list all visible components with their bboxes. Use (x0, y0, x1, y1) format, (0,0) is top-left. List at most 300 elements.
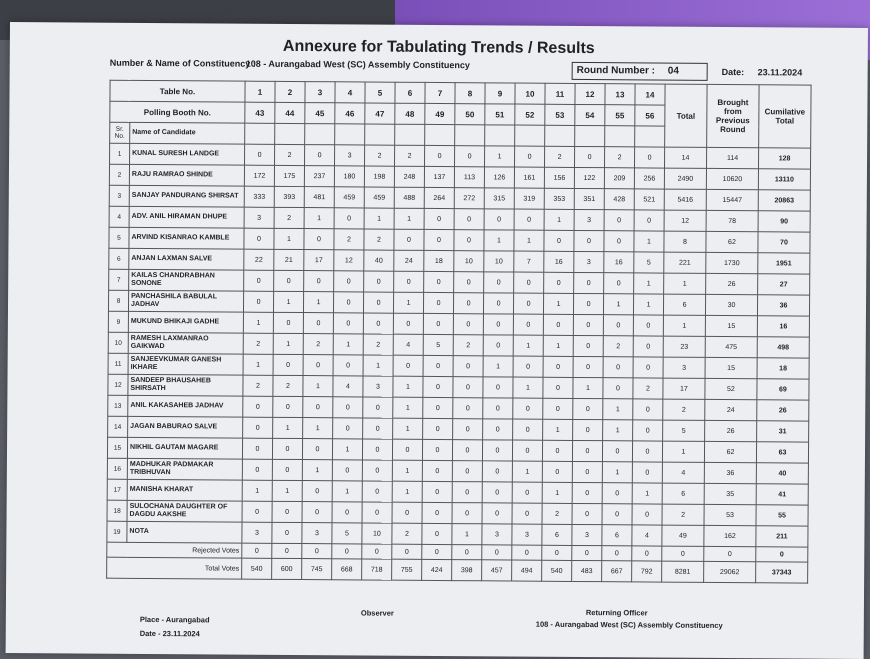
vote-cell: 0 (483, 293, 513, 314)
vote-cell: 0 (572, 503, 602, 524)
vote-cell: 718 (362, 559, 392, 580)
brought-cell: 78 (706, 210, 758, 231)
candidate-name-cell: ARVIND KISANRAO KAMBLE (129, 227, 244, 249)
vote-cell: 0 (422, 481, 452, 502)
vote-cell: 0 (242, 543, 272, 558)
vote-cell: 0 (302, 439, 332, 460)
vote-cell: 1 (272, 480, 302, 501)
table-no-cell: 9 (485, 83, 515, 104)
vote-cell: 3 (302, 523, 332, 544)
vote-cell: 0 (483, 398, 513, 419)
total-cell: 17 (663, 378, 705, 399)
vote-cell: 0 (483, 335, 513, 356)
table-no-cell: 1 (245, 81, 275, 102)
place-label: Place - Aurangabad (139, 614, 210, 625)
vote-cell: 0 (544, 230, 574, 251)
vote-cell: 3 (363, 376, 393, 397)
vote-cell: 0 (482, 482, 512, 503)
table-no-cell: 7 (425, 82, 455, 103)
total-cell: 6 (662, 483, 704, 504)
sr-no-cell: 15 (107, 437, 127, 458)
vote-cell: 1 (633, 294, 663, 315)
candidate-name-cell: SANDEEP BHAUSAHEB SHIRSATH (128, 374, 243, 396)
cumulative-cell: 26 (757, 400, 809, 421)
sr-no-cell: 1 (110, 143, 130, 164)
empty-cell (395, 124, 425, 145)
booth-no-cell: 43 (245, 102, 275, 123)
candidate-name-cell: NOTA (127, 521, 242, 543)
vote-cell: 0 (482, 461, 512, 482)
cumulative-cell: 0 (756, 547, 808, 562)
vote-cell: 0 (454, 209, 484, 230)
table-no-header: Table No. (110, 80, 245, 102)
candidate-name-cell: KUNAL SURESH LANDGE (130, 143, 245, 165)
booth-no-cell: 51 (485, 104, 515, 125)
vote-cell: 17 (304, 250, 334, 271)
vote-cell: 0 (362, 439, 392, 460)
vote-cell: 2 (392, 523, 422, 544)
vote-cell: 21 (274, 249, 304, 270)
vote-cell: 18 (424, 250, 454, 271)
cumulative-cell: 13110 (758, 169, 810, 190)
vote-cell: 0 (274, 270, 304, 291)
vote-cell: 1 (304, 208, 334, 229)
vote-cell: 0 (604, 210, 634, 231)
vote-cell: 0 (394, 271, 424, 292)
results-sheet (6, 22, 868, 659)
vote-cell: 0 (302, 544, 332, 559)
brought-cell: 475 (705, 336, 757, 357)
candidate-name-cell: ANIL KAKASAHEB JADHAV (128, 395, 243, 417)
brought-cell: 10620 (706, 168, 758, 189)
vote-cell: 0 (243, 417, 273, 438)
vote-cell: 1 (603, 294, 633, 315)
vote-cell: 2 (542, 503, 572, 524)
vote-cell: 0 (633, 336, 663, 357)
vote-cell: 172 (244, 165, 274, 186)
vote-cell: 0 (332, 460, 362, 481)
vote-cell: 0 (245, 144, 275, 165)
vote-cell: 1 (363, 355, 393, 376)
brought-cell: 35 (704, 483, 756, 504)
candidate-name-cell: MADHUKAR PADMAKAR TRIBHUVAN (127, 458, 242, 480)
cumulative-cell: 498 (757, 337, 809, 358)
total-cell: 23 (663, 336, 705, 357)
vote-cell: 0 (423, 355, 453, 376)
vote-cell: 0 (422, 523, 452, 544)
vote-cell: 0 (453, 293, 483, 314)
vote-cell: 2 (334, 229, 364, 250)
vote-cell: 1 (273, 333, 303, 354)
vote-cell: 256 (634, 168, 664, 189)
vote-cell: 0 (392, 544, 422, 559)
vote-cell: 459 (334, 187, 364, 208)
vote-cell: 0 (333, 355, 363, 376)
vote-cell: 0 (363, 397, 393, 418)
vote-cell: 0 (424, 229, 454, 250)
vote-cell: 0 (574, 146, 604, 167)
vote-cell: 248 (394, 166, 424, 187)
empty-cell (575, 125, 605, 146)
vote-cell: 600 (272, 558, 302, 579)
vote-cell: 3 (242, 522, 272, 543)
vote-cell: 351 (574, 188, 604, 209)
candidate-name-cell: SULOCHANA DAUGHTER OF DAGDU AAKSHE (127, 500, 242, 522)
vote-cell: 0 (362, 502, 392, 523)
vote-cell: 0 (482, 545, 512, 560)
vote-cell: 0 (452, 482, 482, 503)
total-cell: 2490 (664, 168, 706, 189)
vote-cell: 0 (455, 146, 485, 167)
vote-cell: 16 (604, 252, 634, 273)
vote-cell: 0 (272, 522, 302, 543)
vote-cell: 0 (602, 504, 632, 525)
vote-cell: 0 (392, 502, 422, 523)
vote-cell: 16 (544, 251, 574, 272)
vote-cell: 0 (392, 439, 422, 460)
vote-cell: 0 (333, 397, 363, 418)
brought-cell: 29062 (704, 561, 756, 582)
vote-cell: 0 (574, 272, 604, 293)
polling-booth-header: Polling Booth No. (110, 101, 245, 123)
vote-cell: 0 (572, 440, 602, 461)
vote-cell: 0 (634, 210, 664, 231)
cumulative-cell: 70 (758, 232, 810, 253)
vote-cell: 0 (334, 208, 364, 229)
vote-cell: 0 (453, 314, 483, 335)
vote-cell: 3 (512, 524, 542, 545)
vote-cell: 0 (513, 419, 543, 440)
vote-cell: 0 (544, 272, 574, 293)
sr-no-cell: 14 (108, 416, 128, 437)
cumulative-cell: 211 (756, 526, 808, 547)
sr-no-cell: 16 (107, 458, 127, 479)
candidate-name-cell: ANJAN LAXMAN SALVE (129, 248, 244, 270)
vote-cell: 0 (273, 396, 303, 417)
vote-cell: 0 (452, 503, 482, 524)
table-no-cell: 3 (305, 82, 335, 103)
table-no-cell: 10 (515, 83, 545, 104)
vote-cell: 0 (244, 270, 274, 291)
cumulative-cell: 90 (758, 211, 810, 232)
vote-cell: 0 (453, 377, 483, 398)
vote-cell: 0 (305, 145, 335, 166)
vote-cell: 0 (363, 292, 393, 313)
vote-cell: 3 (574, 209, 604, 230)
candidate-name-cell: PANCHASHILA BABULAL JADHAV (128, 290, 243, 312)
vote-cell: 1 (544, 209, 574, 230)
vote-cell: 0 (363, 418, 393, 439)
vote-cell: 0 (632, 441, 662, 462)
table-no-cell: 11 (545, 83, 575, 104)
vote-cell: 0 (332, 502, 362, 523)
vote-cell: 0 (633, 420, 663, 441)
booth-no-cell: 53 (545, 104, 575, 125)
vote-cell: 0 (633, 399, 663, 420)
vote-cell: 0 (302, 502, 332, 523)
rejected-votes-label: Rejected Votes (107, 542, 242, 558)
vote-cell: 1 (303, 292, 333, 313)
vote-cell: 1 (543, 293, 573, 314)
vote-cell: 0 (454, 272, 484, 293)
vote-cell: 2 (544, 146, 574, 167)
vote-cell: 137 (424, 166, 454, 187)
total-cell: 1 (663, 315, 705, 336)
vote-cell: 0 (452, 440, 482, 461)
cumulative-cell: 40 (756, 463, 808, 484)
vote-cell: 4 (632, 525, 662, 546)
vote-cell: 0 (573, 335, 603, 356)
vote-cell: 0 (242, 459, 272, 480)
booth-no-cell: 48 (395, 103, 425, 124)
brought-cell: 0 (704, 546, 756, 561)
vote-cell: 1 (393, 292, 423, 313)
sr-no-cell: 2 (109, 164, 129, 185)
vote-cell: 0 (484, 272, 514, 293)
table-no-cell: 2 (275, 81, 305, 102)
vote-cell: 1 (543, 335, 573, 356)
vote-cell: 0 (362, 460, 392, 481)
constituency-name: 108 - Aurangabad West (SC) Assembly Constituency (245, 58, 470, 71)
cumulative-cell: 27 (758, 274, 810, 295)
vote-cell: 488 (394, 187, 424, 208)
vote-cell: 12 (334, 250, 364, 271)
vote-cell: 0 (272, 543, 302, 558)
candidate-name-header: Name of Candidate (130, 122, 245, 144)
vote-cell: 0 (572, 482, 602, 503)
vote-cell: 0 (333, 313, 363, 334)
vote-cell: 0 (393, 355, 423, 376)
brought-cell: 53 (704, 504, 756, 525)
brought-header: Brought from Previous Round (707, 84, 759, 147)
vote-cell: 0 (483, 419, 513, 440)
vote-cell: 0 (304, 271, 334, 292)
vote-cell: 2 (275, 144, 305, 165)
vote-cell: 0 (482, 440, 512, 461)
vote-cell: 1 (243, 312, 273, 333)
vote-cell: 0 (422, 460, 452, 481)
empty-cell (335, 124, 365, 145)
vote-cell: 0 (362, 481, 392, 502)
vote-cell: 0 (513, 314, 543, 335)
vote-cell: 1 (274, 228, 304, 249)
vote-cell: 2 (243, 375, 273, 396)
vote-cell: 0 (513, 398, 543, 419)
sr-no-cell: 4 (109, 206, 129, 227)
total-cell: 8281 (662, 561, 704, 582)
vote-cell: 1 (452, 524, 482, 545)
constituency-label: Number & Name of Constituency : (109, 57, 256, 69)
vote-cell: 0 (602, 546, 632, 561)
vote-cell: 0 (362, 544, 392, 559)
vote-cell: 0 (604, 273, 634, 294)
vote-cell: 156 (544, 167, 574, 188)
vote-cell: 0 (334, 271, 364, 292)
total-cell: 12 (664, 210, 706, 231)
vote-cell: 2 (603, 336, 633, 357)
brought-cell: 62 (706, 231, 758, 252)
empty-cell (605, 126, 635, 147)
vote-cell: 1 (603, 420, 633, 441)
brought-cell: 114 (706, 147, 758, 168)
vote-cell: 2 (365, 145, 395, 166)
vote-cell: 0 (393, 313, 423, 334)
date-label: Date: (721, 66, 745, 78)
vote-cell: 1 (393, 397, 423, 418)
vote-cell: 1 (603, 399, 633, 420)
vote-cell: 0 (633, 357, 663, 378)
vote-cell: 459 (364, 187, 394, 208)
vote-cell: 0 (303, 397, 333, 418)
table-no-cell: 4 (335, 82, 365, 103)
booth-no-cell: 52 (515, 104, 545, 125)
vote-cell: 0 (454, 230, 484, 251)
vote-cell: 0 (452, 461, 482, 482)
vote-cell: 1 (394, 208, 424, 229)
vote-cell: 0 (303, 355, 333, 376)
vote-cell: 0 (633, 315, 663, 336)
table-no-cell: 8 (455, 83, 485, 104)
date-value: 23.11.2024 (757, 67, 803, 78)
candidate-name-cell: JAGAN BABURAO SALVE (128, 416, 243, 438)
vote-cell: 457 (482, 560, 512, 581)
vote-cell: 209 (604, 168, 634, 189)
vote-cell: 667 (602, 561, 632, 582)
vote-cell: 0 (273, 312, 303, 333)
sr-no-cell: 5 (109, 227, 129, 248)
vote-cell: 0 (272, 438, 302, 459)
vote-cell: 0 (272, 501, 302, 522)
sr-no-header: Sr. No. (110, 122, 130, 143)
vote-cell: 1 (542, 482, 572, 503)
footer-date: Date - 23.11.2024 (139, 628, 200, 639)
candidate-name-cell: RAJU RAMRAO SHINDE (129, 164, 244, 186)
total-cell: 2 (663, 399, 705, 420)
empty-cell (245, 123, 275, 144)
vote-cell: 0 (482, 503, 512, 524)
vote-cell: 1 (485, 146, 515, 167)
vote-cell: 0 (514, 146, 544, 167)
vote-cell: 540 (542, 560, 572, 581)
vote-cell: 113 (454, 167, 484, 188)
vote-cell: 5 (332, 523, 362, 544)
vote-cell: 0 (543, 377, 573, 398)
vote-cell: 315 (484, 188, 514, 209)
vote-cell: 1 (243, 354, 273, 375)
sr-no-cell: 9 (108, 311, 128, 332)
vote-cell: 3 (244, 207, 274, 228)
vote-cell: 0 (304, 229, 334, 250)
vote-cell: 0 (424, 271, 454, 292)
empty-cell (515, 125, 545, 146)
vote-cell: 0 (543, 356, 573, 377)
vote-cell: 0 (603, 357, 633, 378)
vote-cell: 0 (632, 546, 662, 561)
vote-cell: 0 (573, 293, 603, 314)
vote-cell: 1 (333, 334, 363, 355)
empty-cell (635, 126, 665, 147)
vote-cell: 2 (243, 333, 273, 354)
vote-cell: 1 (512, 461, 542, 482)
vote-cell: 1 (392, 481, 422, 502)
results-table (106, 80, 811, 584)
vote-cell: 481 (304, 187, 334, 208)
vote-cell: 0 (634, 147, 664, 168)
booth-no-cell: 49 (425, 103, 455, 124)
vote-cell: 0 (632, 504, 662, 525)
booth-no-cell: 44 (275, 102, 305, 123)
vote-cell: 0 (423, 292, 453, 313)
vote-cell: 0 (423, 397, 453, 418)
total-cell: 221 (664, 252, 706, 273)
sr-no-cell: 18 (107, 500, 127, 521)
sr-no-cell: 10 (108, 332, 128, 353)
sr-no-cell: 6 (109, 248, 129, 269)
table-no-cell: 14 (635, 84, 665, 105)
vote-cell: 22 (244, 249, 274, 270)
vote-cell: 0 (603, 315, 633, 336)
vote-cell: 0 (573, 419, 603, 440)
vote-cell: 2 (274, 207, 304, 228)
total-cell: 6 (663, 294, 705, 315)
vote-cell: 0 (542, 461, 572, 482)
round-value: 04 (667, 65, 679, 77)
empty-cell (455, 125, 485, 146)
vote-cell: 0 (483, 377, 513, 398)
vote-cell: 1 (602, 462, 632, 483)
total-cell: 5416 (664, 189, 706, 210)
candidate-name-cell: ADV. ANIL HIRAMAN DHUPE (129, 206, 244, 228)
vote-cell: 0 (573, 314, 603, 335)
vote-cell: 0 (603, 378, 633, 399)
vote-cell: 0 (453, 419, 483, 440)
round-number-box (572, 62, 708, 81)
vote-cell: 198 (364, 166, 394, 187)
total-cell: 5 (663, 420, 705, 441)
vote-cell: 0 (542, 545, 572, 560)
sr-no-cell: 11 (108, 353, 128, 374)
candidate-name-cell: SANJEEVKUMAR GANESH IKHARE (128, 353, 243, 375)
vote-cell: 272 (454, 188, 484, 209)
brought-cell: 15447 (706, 189, 758, 210)
booth-no-cell: 46 (335, 103, 365, 124)
booth-no-cell: 50 (455, 104, 485, 125)
booth-no-cell: 55 (605, 105, 635, 126)
vote-cell: 1 (242, 480, 272, 501)
vote-cell: 0 (602, 483, 632, 504)
table-no-cell: 6 (395, 82, 425, 103)
cumulative-cell: 63 (756, 442, 808, 463)
vote-cell: 668 (332, 559, 362, 580)
vote-cell: 424 (422, 559, 452, 580)
vote-cell: 0 (512, 545, 542, 560)
vote-cell: 2 (303, 334, 333, 355)
vote-cell: 10 (484, 251, 514, 272)
vote-cell: 2 (363, 334, 393, 355)
vote-cell: 1 (332, 481, 362, 502)
booth-no-cell: 56 (635, 105, 665, 126)
vote-cell: 1 (393, 376, 423, 397)
empty-cell (305, 124, 335, 145)
vote-cell: 0 (512, 503, 542, 524)
vote-cell: 0 (423, 376, 453, 397)
cumulative-cell: 18 (757, 358, 809, 379)
vote-cell: 1 (632, 483, 662, 504)
vote-cell: 5 (634, 252, 664, 273)
vote-cell: 1 (392, 460, 422, 481)
vote-cell: 1 (484, 230, 514, 251)
sr-no-cell: 7 (109, 269, 129, 290)
